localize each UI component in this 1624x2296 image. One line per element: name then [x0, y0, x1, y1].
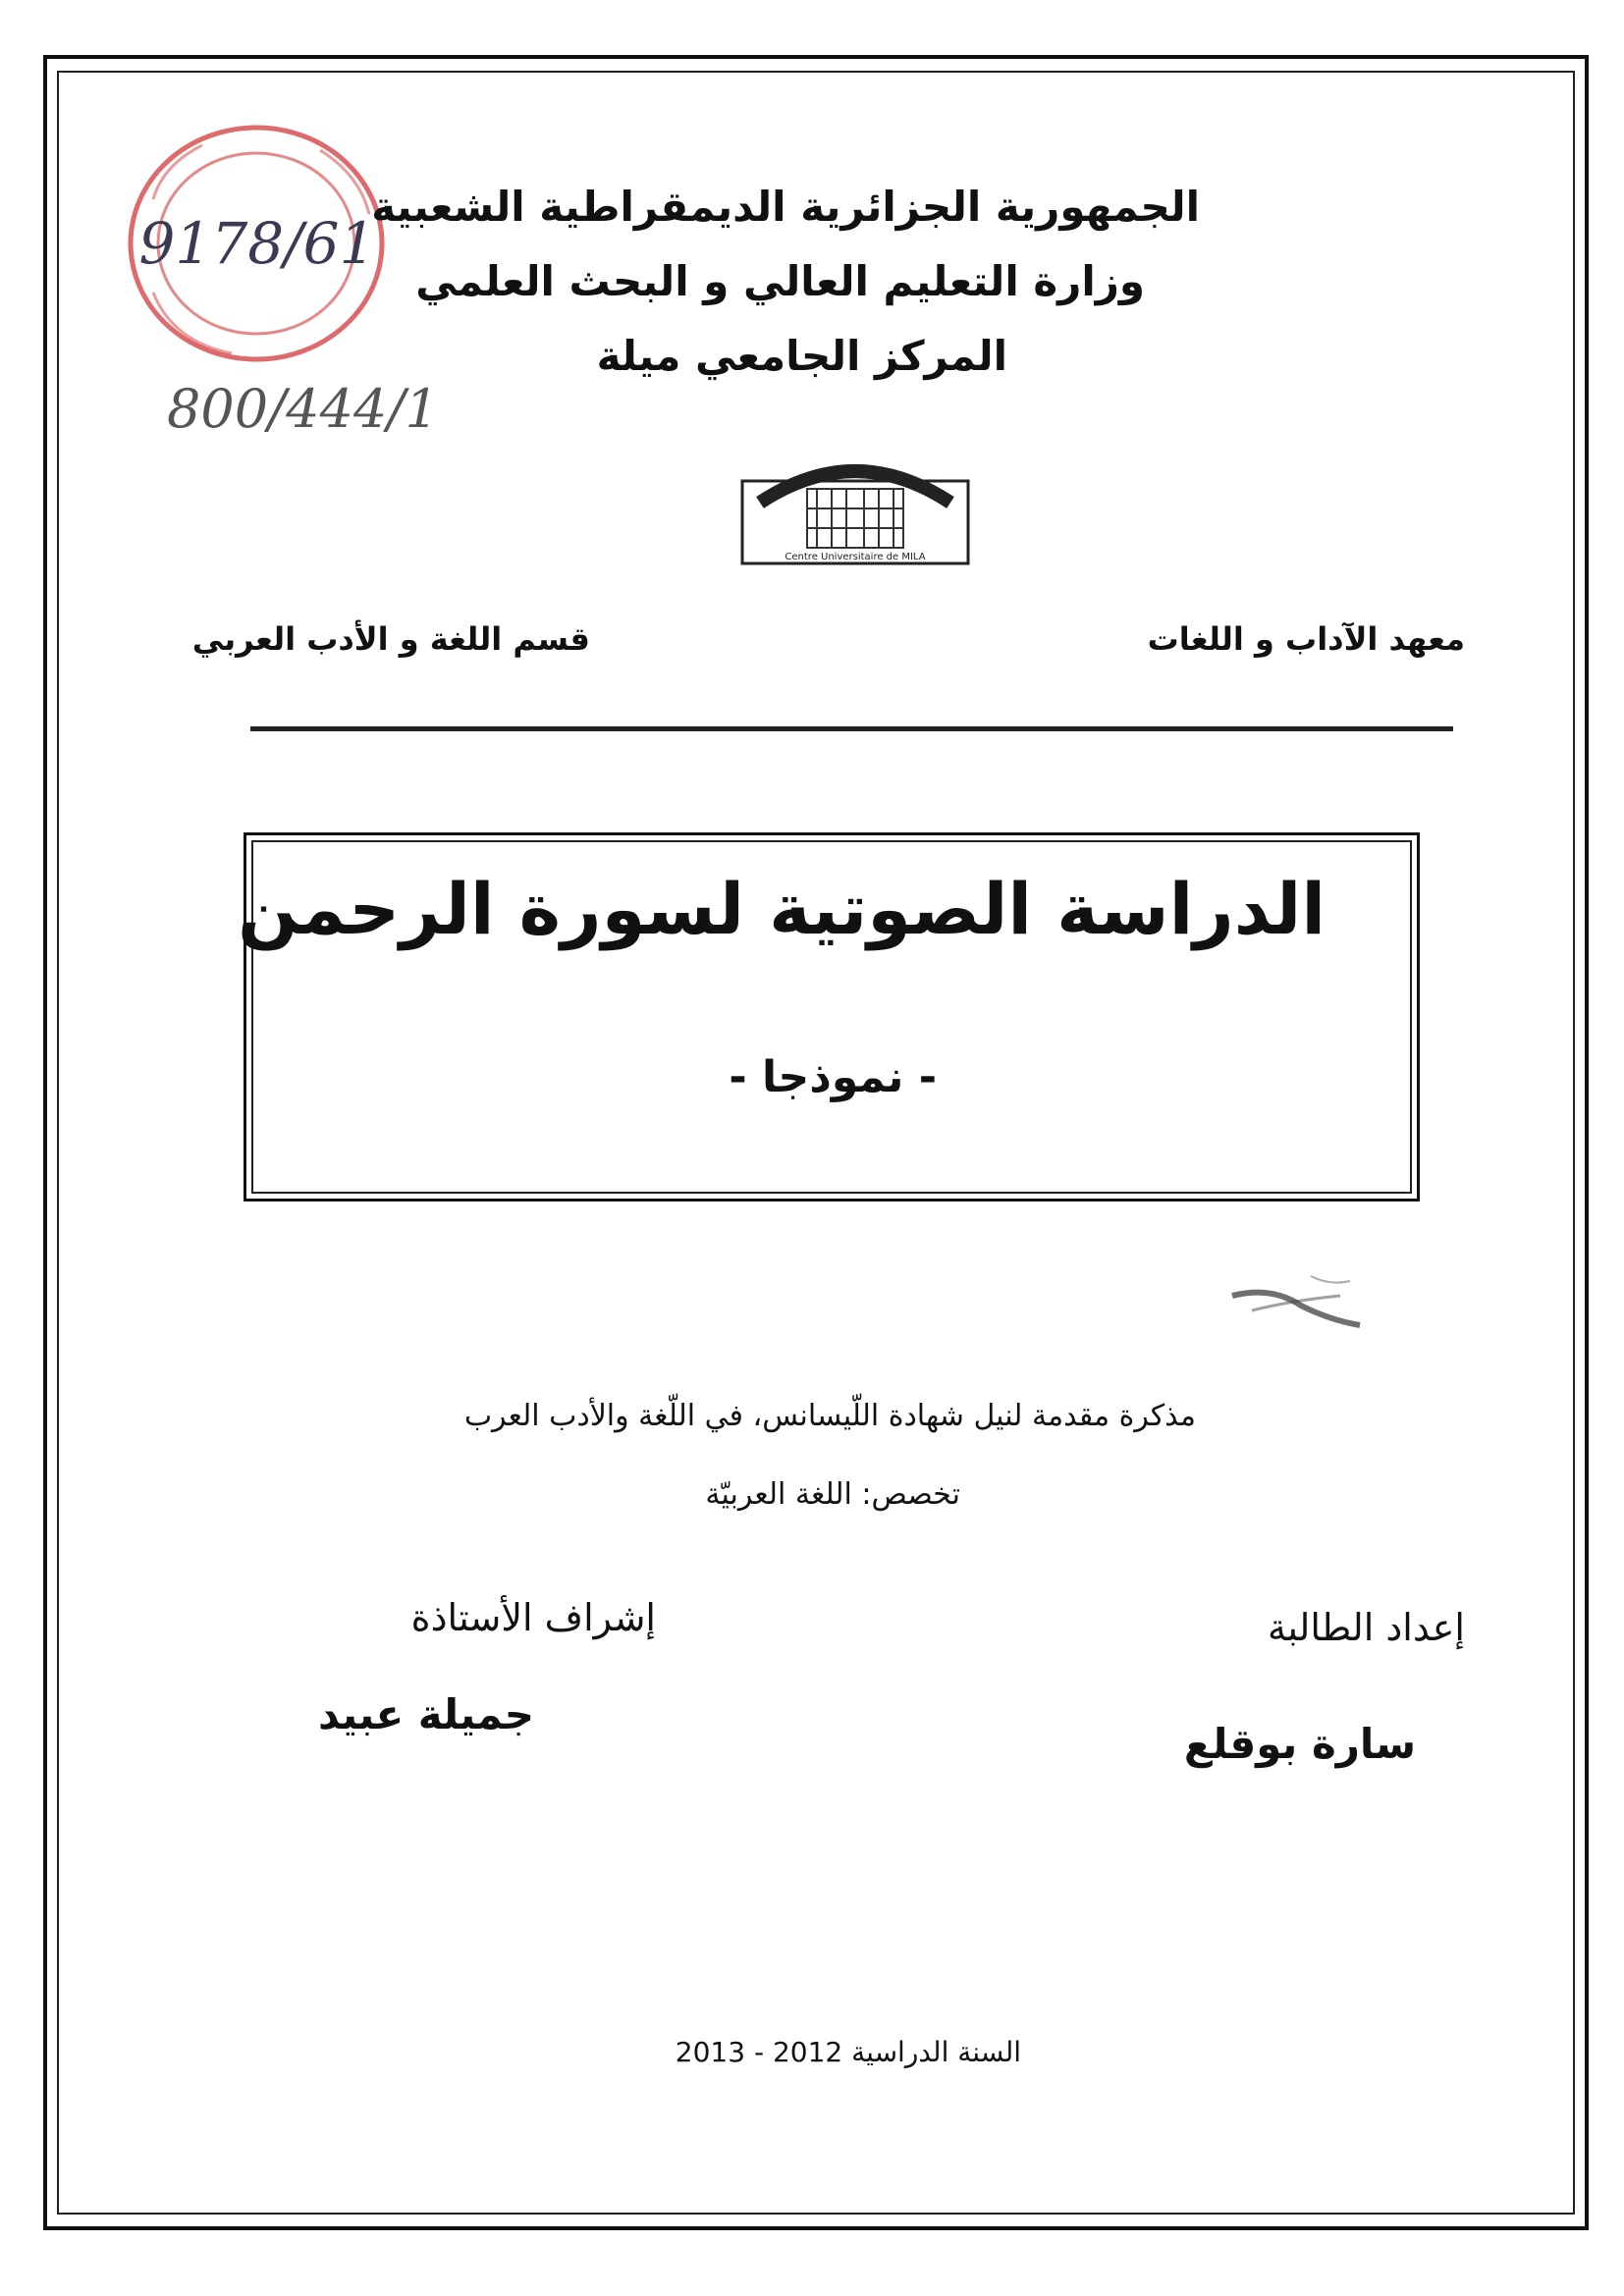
supervisor-label: إشراف الأستاذة: [410, 1596, 656, 1639]
logo-caption: Centre Universitaire de MILA: [785, 552, 926, 562]
handwritten-code: 800/444/1: [167, 378, 439, 440]
academic-year: السنة الدراسية 2012 - 2013: [675, 2036, 1021, 2068]
stamp-handwritten-number: 9178/61: [138, 210, 376, 277]
thesis-subtitle: - نموذجا -: [729, 1052, 937, 1102]
ink-smudge: [1222, 1266, 1370, 1345]
university-logo: [738, 444, 972, 571]
header-center: المركز الجامعي ميلة: [596, 332, 1007, 380]
library-stamp: [94, 106, 408, 391]
thesis-title: الدراسة الصوتية لسورة الرحمن: [238, 868, 1326, 950]
student-name: سارة بوقلع: [1183, 1720, 1416, 1768]
section-divider: [250, 726, 1453, 731]
student-label: إعداد الطالبة: [1267, 1606, 1465, 1649]
memo-specialization: تخصص: اللغة العربيّة: [705, 1477, 960, 1512]
department-label: قسم اللغة و الأدب العربي: [191, 620, 590, 658]
header-republic: الجمهورية الجزائرية الديمقراطية الشعبية: [371, 183, 1200, 231]
institute-label: معهد الآداب و اللغات: [1147, 620, 1465, 658]
memo-purpose: مذكرة مقدمة لنيل شهادة اللّيسانس، في اللّغة والأدب العرب: [463, 1399, 1196, 1433]
supervisor-name: جميلة عبيد: [317, 1690, 534, 1738]
header-ministry: وزارة التعليم العالي و البحث العلمي: [415, 257, 1145, 305]
